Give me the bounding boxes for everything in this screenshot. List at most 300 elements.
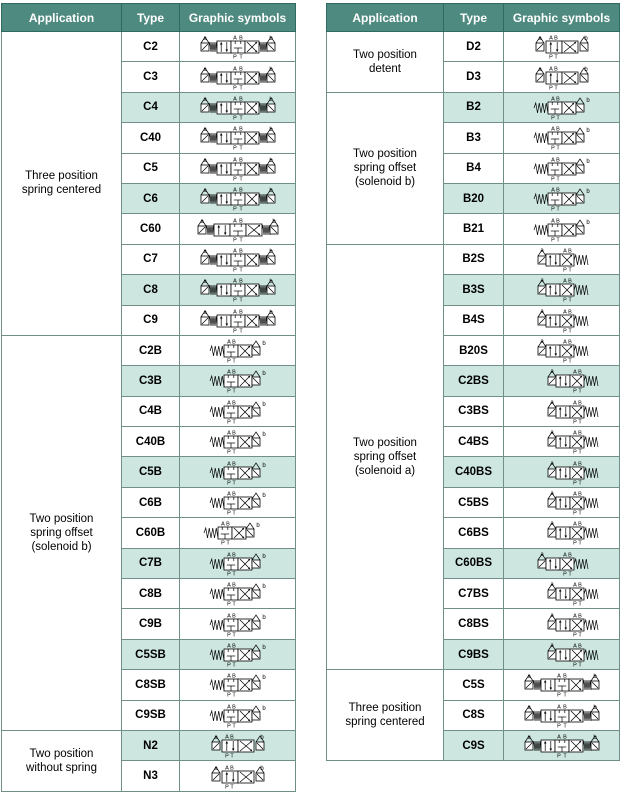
application-cell xyxy=(327,670,444,761)
symbol-cell xyxy=(504,335,620,365)
port-t: T xyxy=(231,632,236,638)
symbol-cell xyxy=(504,548,620,578)
port-b: B xyxy=(231,400,236,407)
type-cell: C7B xyxy=(122,548,180,578)
application-cell xyxy=(327,244,444,669)
label-b: b xyxy=(261,432,266,439)
port-p: P xyxy=(226,662,231,668)
label-b: b xyxy=(261,584,266,591)
port-t: T xyxy=(238,328,243,334)
label-b: b xyxy=(261,553,266,560)
port-b: B xyxy=(231,461,236,468)
application-line: (solenoid b) xyxy=(354,176,416,189)
valve-symbol-icon xyxy=(188,124,288,151)
type-cell: C9B xyxy=(122,609,180,639)
table-right xyxy=(326,3,620,761)
label-a: a xyxy=(549,369,554,376)
symbol-cell xyxy=(180,244,296,274)
port-t: T xyxy=(238,237,243,243)
port-a: A xyxy=(572,400,577,407)
header-application: Application xyxy=(327,4,444,32)
port-p: P xyxy=(232,54,237,61)
type-cell: B20 xyxy=(444,183,504,213)
type-cell: C8BS xyxy=(444,609,504,639)
type-cell: N3 xyxy=(122,761,180,791)
port-t: T xyxy=(567,571,572,577)
symbol-cell xyxy=(180,183,296,213)
symbol-cell xyxy=(504,275,620,305)
header-type: Type xyxy=(444,4,504,32)
valve-symbol-icon xyxy=(188,367,288,394)
symbol-cell xyxy=(504,366,620,396)
port-b: B xyxy=(577,430,582,437)
valve-symbol-icon xyxy=(512,276,612,303)
label-b: b xyxy=(583,66,588,73)
port-a: A xyxy=(232,157,237,164)
port-t: T xyxy=(231,419,236,425)
table-row xyxy=(327,244,620,274)
valve-symbol-icon xyxy=(512,641,612,668)
port-b: B xyxy=(567,278,572,285)
port-a: A xyxy=(226,582,231,589)
symbol-cell xyxy=(180,275,296,305)
type-cell: C6 xyxy=(122,183,180,213)
port-b: B xyxy=(562,734,567,741)
port-a: A xyxy=(572,613,577,620)
port-p: P xyxy=(232,297,237,304)
type-cell: B2S xyxy=(444,244,504,274)
port-a: A xyxy=(224,734,229,741)
port-t: T xyxy=(238,206,243,213)
header-symbols: Graphic symbols xyxy=(180,4,296,32)
type-cell: C9BS xyxy=(444,639,504,669)
symbol-cell xyxy=(180,214,296,244)
port-a: A xyxy=(232,126,237,133)
type-cell: C9S xyxy=(444,730,504,760)
label-b: b xyxy=(268,188,273,195)
port-t: T xyxy=(238,85,243,91)
label-b: b xyxy=(261,371,266,378)
label-b: b xyxy=(268,36,273,43)
label-b: b xyxy=(592,674,597,681)
symbol-cell xyxy=(180,123,296,153)
label-a: a xyxy=(549,643,554,649)
port-t: T xyxy=(238,297,243,304)
port-a: A xyxy=(232,248,237,255)
port-t: T xyxy=(555,206,560,213)
port-b: B xyxy=(555,218,560,225)
header-row xyxy=(327,4,620,32)
port-p: P xyxy=(224,784,229,790)
port-a: A xyxy=(226,400,231,407)
header-row xyxy=(2,4,296,32)
symbol-cell xyxy=(180,92,296,122)
symbol-cell xyxy=(504,396,620,426)
valve-symbol-icon xyxy=(512,459,612,486)
table-row xyxy=(327,32,620,62)
type-cell: C5S xyxy=(444,670,504,700)
port-b: B xyxy=(577,369,582,376)
label-b: b xyxy=(268,279,273,286)
port-a: A xyxy=(556,704,561,711)
valve-symbol-icon xyxy=(512,64,612,91)
label-b: b xyxy=(585,128,590,135)
port-p: P xyxy=(562,328,567,334)
port-p: P xyxy=(550,237,555,243)
label-a: a xyxy=(202,66,207,73)
port-b: B xyxy=(577,613,582,620)
port-t: T xyxy=(577,510,582,517)
type-cell: C6B xyxy=(122,487,180,517)
label-b: b xyxy=(268,66,273,73)
valve-symbol-icon xyxy=(188,732,288,759)
symbol-cell xyxy=(504,487,620,517)
port-a: A xyxy=(556,734,561,741)
port-p: P xyxy=(226,449,231,456)
symbol-cell xyxy=(180,32,296,62)
label-b: b xyxy=(261,614,266,621)
port-b: B xyxy=(231,673,236,680)
application-line: spring offset xyxy=(353,450,417,463)
port-t: T xyxy=(555,176,560,182)
port-b: B xyxy=(567,339,572,346)
symbol-cell xyxy=(180,518,296,548)
symbol-cell xyxy=(180,670,296,700)
valve-symbol-icon xyxy=(188,33,288,60)
port-t: T xyxy=(567,358,572,365)
valve-symbol-icon xyxy=(512,33,612,60)
port-b: B xyxy=(238,96,243,103)
type-cell: C3BS xyxy=(444,396,504,426)
port-t: T xyxy=(238,54,243,61)
port-t: T xyxy=(231,662,236,668)
port-a: A xyxy=(572,461,577,468)
valve-symbol-icon xyxy=(512,489,612,516)
label-a: a xyxy=(549,399,554,406)
port-b: B xyxy=(231,369,236,376)
port-p: P xyxy=(562,358,567,365)
valve-symbol-icon xyxy=(188,519,288,546)
type-cell: C60B xyxy=(122,518,180,548)
label-a: a xyxy=(539,339,544,346)
port-a: A xyxy=(232,35,237,42)
symbol-cell xyxy=(180,457,296,487)
port-b: B xyxy=(562,673,567,680)
label-b: b xyxy=(585,158,590,165)
symbol-cell xyxy=(180,62,296,92)
label-a: a xyxy=(539,551,544,558)
port-p: P xyxy=(226,388,231,395)
valve-symbol-icon xyxy=(188,307,288,334)
port-a: A xyxy=(550,126,555,133)
label-a: a xyxy=(549,460,554,467)
port-p: P xyxy=(572,510,577,517)
port-a: A xyxy=(232,278,237,285)
port-t: T xyxy=(577,480,582,486)
application-cell xyxy=(327,92,444,244)
symbol-cell xyxy=(504,92,620,122)
label-b: b xyxy=(585,189,590,196)
port-p: P xyxy=(572,601,577,608)
port-b: B xyxy=(231,339,236,346)
label-b: b xyxy=(268,127,273,134)
label-b: b xyxy=(271,218,276,225)
label-a: a xyxy=(202,279,207,286)
port-b: B xyxy=(577,643,582,650)
port-t: T xyxy=(562,753,567,760)
port-p: P xyxy=(572,419,577,425)
port-p: P xyxy=(224,753,229,760)
valve-symbol-icon xyxy=(188,550,288,577)
valve-symbol-icon xyxy=(188,216,288,243)
type-cell: C7 xyxy=(122,244,180,274)
port-t: T xyxy=(238,267,243,273)
symbol-cell xyxy=(180,305,296,335)
label-a: a xyxy=(202,127,207,134)
port-a: A xyxy=(562,339,567,346)
port-t: T xyxy=(553,85,558,91)
label-a: a xyxy=(213,735,218,742)
table-row xyxy=(327,92,620,122)
port-b: B xyxy=(555,187,560,194)
valve-symbol-icon xyxy=(512,216,612,243)
symbol-cell xyxy=(180,761,296,791)
port-a: A xyxy=(220,521,225,528)
valve-symbol-icon xyxy=(512,671,612,698)
port-a: A xyxy=(572,491,577,498)
label-b: b xyxy=(268,157,273,164)
port-b: B xyxy=(238,126,243,133)
port-p: P xyxy=(226,358,231,365)
label-b: b xyxy=(255,523,260,530)
label-a: a xyxy=(202,36,207,43)
valve-symbol-icon xyxy=(512,611,612,638)
port-p: P xyxy=(226,723,231,729)
type-cell: B20S xyxy=(444,335,504,365)
port-b: B xyxy=(238,66,243,73)
label-a: a xyxy=(549,491,554,498)
port-t: T xyxy=(231,571,236,577)
port-a: A xyxy=(550,157,555,164)
port-a: A xyxy=(562,278,567,285)
port-t: T xyxy=(553,54,558,61)
port-p: P xyxy=(556,723,561,729)
port-p: P xyxy=(232,115,237,121)
label-b: b xyxy=(585,219,590,226)
port-t: T xyxy=(567,267,572,273)
type-cell: C3 xyxy=(122,62,180,92)
port-a: A xyxy=(226,673,231,680)
port-p: P xyxy=(556,692,561,699)
port-a: A xyxy=(226,704,231,711)
port-t: T xyxy=(567,328,572,334)
port-a: A xyxy=(226,552,231,559)
symbol-cell xyxy=(504,700,620,730)
port-a: A xyxy=(572,369,577,376)
type-cell: C40 xyxy=(122,123,180,153)
symbol-cell xyxy=(180,700,296,730)
port-t: T xyxy=(229,784,234,790)
port-a: A xyxy=(226,430,231,437)
symbol-cell xyxy=(180,487,296,517)
table-row xyxy=(2,32,296,62)
port-a: A xyxy=(562,309,567,316)
port-p: P xyxy=(226,510,231,517)
type-cell: D3 xyxy=(444,62,504,92)
port-b: B xyxy=(567,552,572,559)
port-p: P xyxy=(556,753,561,760)
type-cell: B21 xyxy=(444,214,504,244)
port-p: P xyxy=(572,632,577,638)
label-b: b xyxy=(261,675,266,682)
symbol-cell xyxy=(504,62,620,92)
label-a: a xyxy=(199,218,204,225)
port-t: T xyxy=(555,115,560,121)
application-line: Three position xyxy=(348,702,422,715)
port-p: P xyxy=(226,480,231,486)
label-b: b xyxy=(261,493,266,500)
label-a: a xyxy=(539,247,544,254)
application-cell xyxy=(2,335,122,730)
type-cell: C7BS xyxy=(444,579,504,609)
type-cell: C2BS xyxy=(444,366,504,396)
port-p: P xyxy=(232,267,237,273)
symbol-cell xyxy=(504,730,620,760)
type-cell: C9 xyxy=(122,305,180,335)
port-p: P xyxy=(232,206,237,213)
symbol-cell xyxy=(504,123,620,153)
symbol-cell xyxy=(504,670,620,700)
symbol-cell xyxy=(504,427,620,457)
application-line: Two position xyxy=(29,512,94,525)
symbol-cell xyxy=(180,335,296,365)
port-b: B xyxy=(555,126,560,133)
valve-symbol-icon xyxy=(512,550,612,577)
port-t: T xyxy=(238,176,243,182)
port-b: B xyxy=(577,582,582,589)
port-t: T xyxy=(231,510,236,517)
port-a: A xyxy=(226,643,231,650)
port-b: B xyxy=(238,278,243,285)
application-line: spring offset xyxy=(30,526,93,539)
port-p: P xyxy=(548,54,553,61)
application-line: spring centered xyxy=(21,184,102,197)
symbol-cell xyxy=(504,518,620,548)
symbol-cell xyxy=(180,639,296,669)
port-t: T xyxy=(231,358,236,365)
table-row xyxy=(327,670,620,700)
port-t: T xyxy=(577,388,582,395)
label-b: b xyxy=(592,704,597,711)
symbol-cell xyxy=(180,153,296,183)
port-a: A xyxy=(572,643,577,650)
port-t: T xyxy=(231,692,236,699)
port-b: B xyxy=(567,309,572,316)
header-type: Type xyxy=(122,4,180,32)
label-b: b xyxy=(585,97,590,104)
valve-symbol-icon xyxy=(512,124,612,151)
port-t: T xyxy=(225,540,230,547)
port-a: A xyxy=(572,582,577,589)
port-p: P xyxy=(232,176,237,182)
table-body-right xyxy=(327,32,620,761)
port-t: T xyxy=(562,723,567,729)
port-a: A xyxy=(550,218,555,225)
port-b: B xyxy=(231,430,236,437)
port-t: T xyxy=(231,480,236,486)
port-a: A xyxy=(226,613,231,620)
port-t: T xyxy=(577,632,582,638)
label-b: b xyxy=(261,705,266,712)
port-p: P xyxy=(572,662,577,668)
type-cell: B4S xyxy=(444,305,504,335)
port-b: B xyxy=(238,157,243,164)
label-a: a xyxy=(539,308,544,315)
port-a: A xyxy=(550,187,555,194)
valve-symbol-icon xyxy=(188,489,288,516)
application-line: spring offset xyxy=(353,162,417,175)
port-t: T xyxy=(577,601,582,608)
label-a: a xyxy=(526,674,531,681)
valve-symbol-icon xyxy=(512,246,612,273)
port-t: T xyxy=(229,753,234,760)
label-a: a xyxy=(549,521,554,528)
label-b: b xyxy=(261,645,266,651)
application-line: Three position xyxy=(25,170,98,183)
type-cell: C4B xyxy=(122,396,180,426)
label-a: a xyxy=(549,612,554,619)
type-cell: N2 xyxy=(122,730,180,760)
port-a: A xyxy=(550,96,555,103)
port-p: P xyxy=(550,176,555,182)
port-a: A xyxy=(572,430,577,437)
application-line: Two position xyxy=(353,148,417,161)
port-p: P xyxy=(550,206,555,213)
type-cell: C5 xyxy=(122,153,180,183)
port-a: A xyxy=(226,461,231,468)
application-cell xyxy=(2,32,122,336)
symbol-cell xyxy=(504,609,620,639)
symbol-cell xyxy=(504,32,620,62)
valve-symbol-icon xyxy=(188,641,288,668)
application-line: detent xyxy=(369,62,401,75)
port-p: P xyxy=(226,601,231,608)
port-b: B xyxy=(231,704,236,711)
valve-symbol-icon xyxy=(188,611,288,638)
port-b: B xyxy=(238,248,243,255)
label-b: b xyxy=(592,735,597,742)
table-row xyxy=(2,335,296,365)
port-p: P xyxy=(220,540,225,547)
port-a: A xyxy=(548,35,553,42)
port-p: P xyxy=(226,692,231,699)
valve-symbol-icon xyxy=(512,155,612,182)
label-a: a xyxy=(526,704,531,711)
label-a: a xyxy=(537,36,542,43)
port-b: B xyxy=(577,461,582,468)
valve-symbol-icon xyxy=(512,398,612,425)
label-a: a xyxy=(213,765,218,772)
valve-symbol-icon xyxy=(188,246,288,273)
port-b: B xyxy=(555,96,560,103)
symbol-cell xyxy=(180,579,296,609)
symbol-cell xyxy=(180,396,296,426)
port-a: A xyxy=(556,673,561,680)
symbol-cell xyxy=(180,366,296,396)
port-p: P xyxy=(226,632,231,638)
application-line: (solenoid a) xyxy=(354,464,416,477)
port-p: P xyxy=(232,237,237,243)
